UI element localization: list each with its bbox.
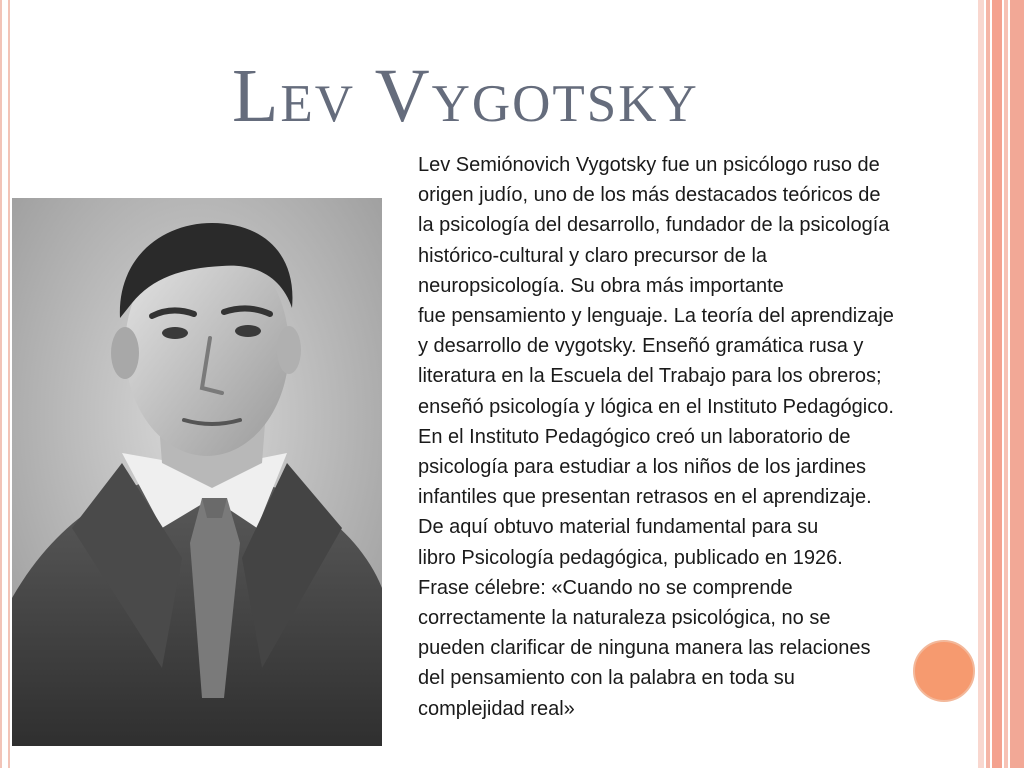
bio-line: correctamente la naturaleza psicológica, no se xyxy=(418,607,831,630)
bio-line: De aquí obtuvo material fundamental para su xyxy=(418,516,819,539)
bio-line: infantiles que presentan retrasos en el aprendizaje. xyxy=(418,486,872,509)
bio-line: libro Psicología pedagógica, publicado en 1926. xyxy=(418,546,843,569)
right-decorative-stripes xyxy=(978,0,1024,768)
biography-text xyxy=(418,150,980,724)
bio-line: y desarrollo de vygotsky. Enseñó gramática rusa y xyxy=(418,335,864,358)
stripe xyxy=(1004,0,1008,768)
bio-line: complejidad real» xyxy=(418,697,575,720)
portrait-illustration xyxy=(12,198,382,746)
bio-line: del pensamiento con la palabra en toda su xyxy=(418,667,795,690)
bio-line: psicología para estudiar a los niños de los jardines xyxy=(418,456,867,479)
bio-line: la psicología del desarrollo, fundador de la psicología xyxy=(418,214,890,237)
left-border-line xyxy=(0,0,2,768)
bio-line: origen judío, uno de los más destacados teóricos de xyxy=(418,184,881,207)
bio-line: fue pensamiento y lenguaje. La teoría del aprendizaje xyxy=(418,305,894,328)
stripe xyxy=(1010,0,1024,768)
bio-line: literatura en la Escuela del Trabajo para los obreros; xyxy=(418,365,882,388)
bio-line: neuropsicología. Su obra más importante xyxy=(418,274,784,297)
left-border-line-inner xyxy=(8,0,10,768)
stripe xyxy=(986,0,990,768)
bio-line: Lev Semiónovich Vygotsky fue un psicólogo ruso de xyxy=(418,154,880,176)
slide-title: Lev Vygotsky xyxy=(232,54,699,138)
stripe xyxy=(992,0,1002,768)
decorative-orange-circle xyxy=(913,640,975,702)
bio-line: Frase célebre: «Cuando no se comprende xyxy=(418,576,793,599)
bio-line: histórico-cultural y claro precursor de la xyxy=(418,244,768,267)
bio-line: pueden clarificar de ninguna manera las relaciones xyxy=(418,637,871,660)
bio-line: enseñó psicología y lógica en el Instituto Pedagógico. xyxy=(418,395,894,418)
bio-line: En el Instituto Pedagógico creó un laboratorio de xyxy=(418,425,851,448)
portrait-photo xyxy=(12,198,382,746)
